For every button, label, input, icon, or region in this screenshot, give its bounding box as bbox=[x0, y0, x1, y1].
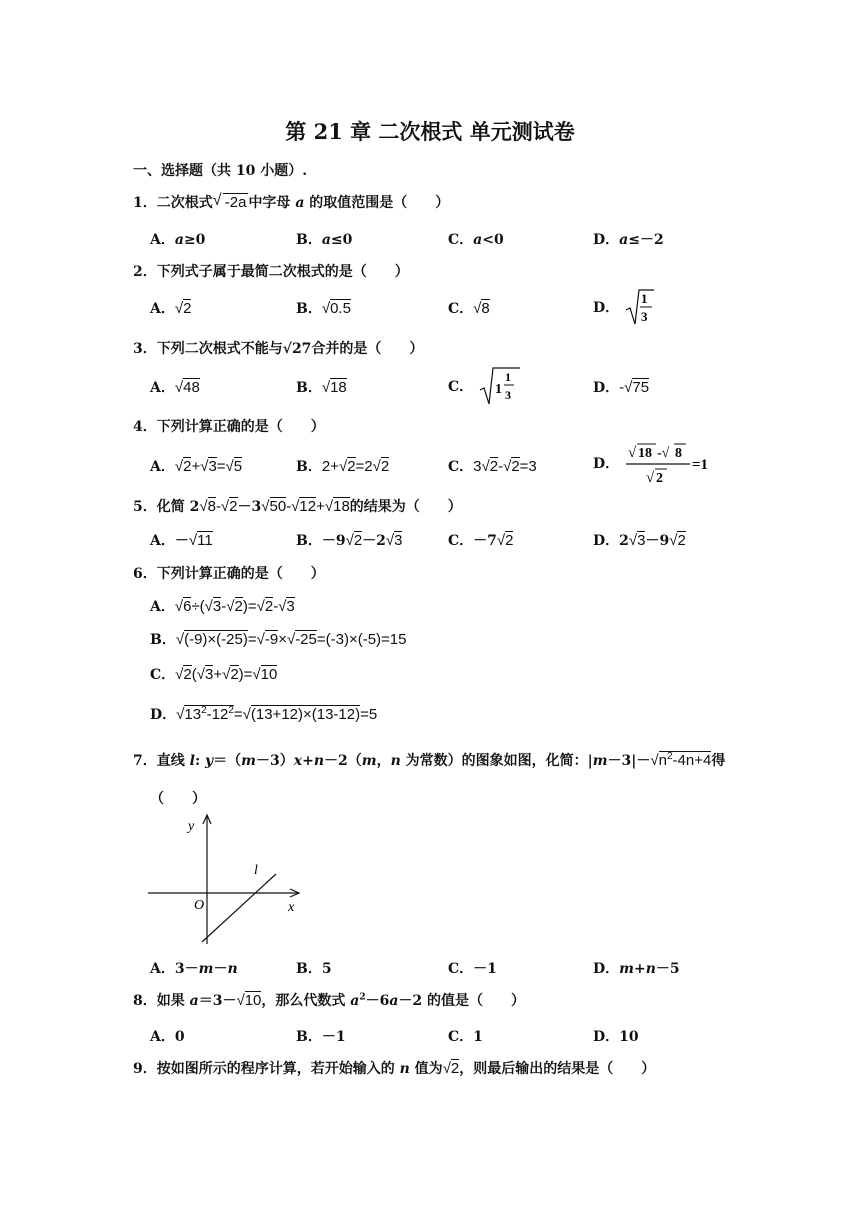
question-9-stem: 9．按如图所示的程序计算，若开始输入的 n 值为√2，则最后输出的结果是（ ） bbox=[133, 1060, 656, 1077]
q3-option-b[interactable]: B．√18 bbox=[296, 379, 347, 396]
svg-text:8: 8 bbox=[675, 446, 683, 461]
q5-option-c[interactable]: C．－7√2 bbox=[448, 532, 514, 549]
svg-text:=1: =1 bbox=[692, 457, 709, 473]
svg-text:-√: -√ bbox=[657, 446, 670, 461]
svg-text:1: 1 bbox=[505, 370, 512, 384]
q4-option-b[interactable]: B．2+√2=2√2 bbox=[296, 458, 390, 475]
question-6-stem: 6．下列计算正确的是（ ） bbox=[133, 566, 325, 582]
q8-option-a[interactable]: A．0 bbox=[150, 1029, 185, 1045]
svg-text:3: 3 bbox=[505, 388, 512, 402]
line-l bbox=[202, 874, 276, 942]
q8-option-c[interactable]: C．1 bbox=[448, 1029, 483, 1045]
question-8-stem: 8．如果 a＝3－√10，那么代数式 $a^2-6a-2$ 的值是（ ） bbox=[133, 992, 526, 1009]
q7-option-d[interactable]: D．m+n－5 bbox=[593, 961, 680, 977]
q4-option-c[interactable]: C．3√2-√2=3 bbox=[448, 458, 537, 475]
page-title: 第 21 章 二次根式 单元测试卷 bbox=[285, 119, 575, 144]
q2-option-b[interactable]: B．√0.5 bbox=[296, 300, 351, 317]
q7-option-b[interactable]: B．5 bbox=[296, 961, 332, 977]
sqrt-one-and-one-third bbox=[478, 366, 520, 408]
question-5-stem: 5．化简 2√8-√2－3√50-√12+√18的结果为（ ） bbox=[133, 498, 462, 515]
q3-option-d[interactable]: D．-√75 bbox=[593, 379, 650, 396]
q8-option-d[interactable]: D．10 bbox=[593, 1029, 639, 1045]
q1-option-b[interactable]: B．a≤0 bbox=[296, 232, 353, 248]
q7-graph bbox=[140, 812, 310, 952]
question-2-stem: 2．下列式子属于最简二次根式的是（ ） bbox=[133, 264, 409, 280]
question-7-stem: 7．直线 l: y＝（m－3）x+n－2（m，n 为常数）的图象如图，化简：$|m-3|-√n^2-4n+4$得 bbox=[133, 751, 726, 769]
question-1-stem: 1．二次根式 -2a √ 中字母 a 的取值范围是（ ） bbox=[133, 192, 450, 211]
q6-option-d[interactable]: D．$√13^2-12^2=√(13+12)\times(13-12)=5$ bbox=[150, 705, 378, 723]
q4-option-a[interactable]: A．√2+√3=√5 bbox=[150, 458, 243, 475]
q7-option-a[interactable]: A．3－m－n bbox=[150, 961, 238, 977]
q6-option-b[interactable]: B．√(-9)×(-25)=√-9×√-25=(-3)×(-5)=15 bbox=[150, 631, 407, 648]
q5-option-d[interactable]: D．2√3－9√2 bbox=[593, 532, 686, 549]
q2-option-d[interactable]: D． 1 3 bbox=[593, 288, 654, 328]
svg-text:√: √ bbox=[646, 470, 655, 486]
q6-option-c[interactable]: C．√2(√3+√2)=√10 bbox=[150, 666, 278, 683]
fraction-expression bbox=[624, 440, 720, 488]
q5-option-a[interactable]: A．－√11 bbox=[150, 532, 213, 549]
q1-option-d[interactable]: D．a≤－2 bbox=[593, 232, 664, 248]
q6-option-a[interactable]: A．√6÷(√3-√2)=√2-√3 bbox=[150, 598, 295, 615]
svg-text:1: 1 bbox=[495, 382, 503, 397]
question-7-blank: （ ） bbox=[150, 791, 206, 807]
q5-option-b[interactable]: B．－9√2－2√3 bbox=[296, 532, 403, 549]
q1-option-a[interactable]: A．a≥0 bbox=[150, 232, 206, 248]
question-4-stem: 4．下列计算正确的是（ ） bbox=[133, 419, 325, 435]
q7-option-c[interactable]: C．－1 bbox=[448, 961, 497, 977]
svg-text:1: 1 bbox=[641, 291, 648, 306]
origin-label: O bbox=[194, 898, 205, 913]
q3-option-a[interactable]: A．√48 bbox=[150, 379, 200, 396]
y-axis-label: y bbox=[188, 819, 195, 834]
sqrt-one-third bbox=[624, 288, 654, 328]
svg-text:18: 18 bbox=[638, 446, 653, 461]
line-label: l bbox=[254, 863, 258, 878]
q4-option-d[interactable]: D． √ 18 -√ 8 √ 2 =1 bbox=[593, 440, 720, 488]
x-axis-label: x bbox=[288, 900, 295, 915]
q2-option-c[interactable]: C．√8 bbox=[448, 300, 490, 317]
q1-option-c[interactable]: C．a<0 bbox=[448, 232, 504, 248]
svg-text:3: 3 bbox=[641, 309, 648, 324]
svg-text:√: √ bbox=[628, 445, 637, 461]
question-3-stem: 3．下列二次根式不能与√27合并的是（ ） bbox=[133, 341, 424, 357]
section-heading: 一、选择题（共 10 小题）. bbox=[133, 163, 308, 179]
q3-option-c[interactable]: C． 1 1 3 bbox=[448, 366, 520, 408]
q8-option-b[interactable]: B．－1 bbox=[296, 1029, 346, 1045]
svg-text:2: 2 bbox=[656, 471, 664, 486]
q2-option-a[interactable]: A．√2 bbox=[150, 300, 192, 317]
